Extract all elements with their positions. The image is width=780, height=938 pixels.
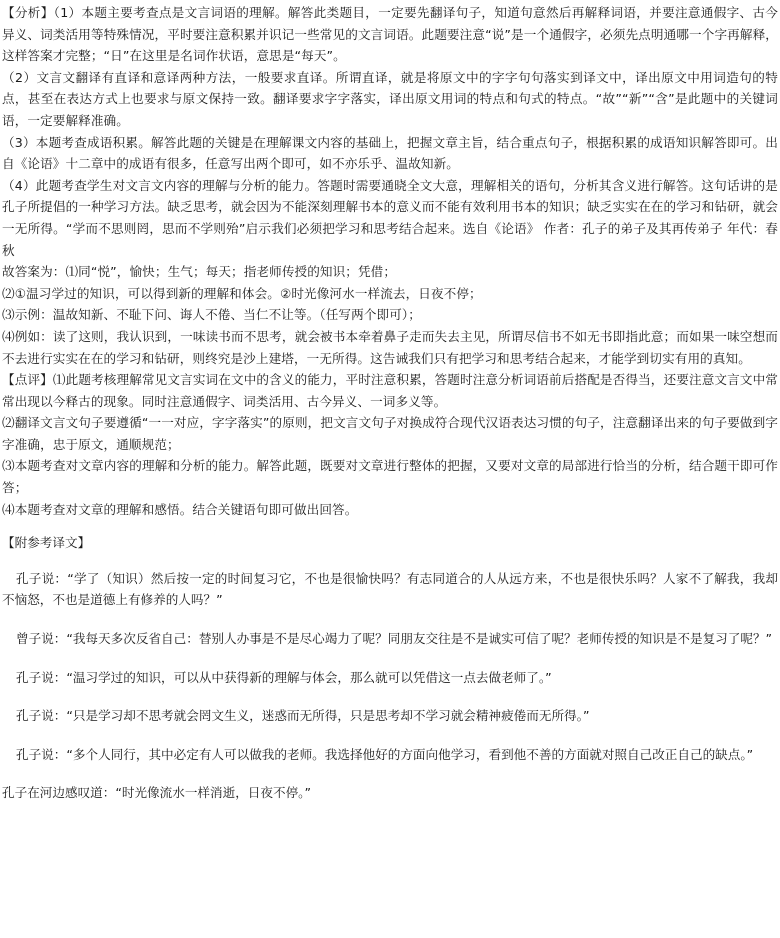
comment-2: ⑵翻译文言文句子要遵循“一一对应，字字落实”的原则，把文言文句子对换成符合现代汉语表达习惯的句子，注意翻译出来的句子要做到字字准确，忠于原文，通顺规范； [2,415,778,452]
reference-paragraph-1: 孔子说：“学了（知识）然后按一定的时间复习它，不也是很愉快吗？有志同道合的人从远方来，不也是很快乐吗？人家不了解我，我却不恼怒，不也是道德上有修养的人吗？” [2,570,778,608]
comment-3: ⑶本题考查对文章内容的理解和分析的能力。解答此题，既要对文章进行整体的把握，又要对文章的局部进行恰当的分析，结合题干即可作答； [2,458,778,496]
reference-paragraph-4: 孔子说：“只是学习却不思考就会罔文生义，迷惑而无所得，只是思考却不学习就会精神疲倦而无所得。” [16,708,590,724]
comment-4: ⑷本题考查对文章的理解和感悟。结合关键语句即可做出回答。 [2,501,358,517]
analysis-paragraph-1: 【分析】（1）本题主要考查点是文言词语的理解。解答此类题目，一定要先翻译句子，知道句意然后再解释词语，并要注意通假字、古今异义、词类活用等特殊情况，平时要注意积累并识记一些常见的文言词语。此题要注意“说”是一个通假字，必须先点明通哪一个字再解释，这样答案才完整；“日”在这里是名词作状语，意思是“每天”。 [2,5,778,64]
analysis-paragraph-4: （4）此题考查学生对文言文内容的理解与分析的能力。答题时需要通晓全文大意，理解相关的语句，分析其含义进行解答。这句话讲的是孔子所提倡的一种学习方法。缺乏思考，就会因为不能深刻理解书本的意义而不能有效利用书本的知识；缺乏实实在在的学习和钻研，就会一无所得。“学而不思则罔，思而不学则殆”启示我们必须把学习和思考结合起来。选自《论语》 作者：孔子的弟子及其再传弟子 年代：春秋 [2,177,778,258]
analysis-section [2,2,778,261]
answer-intro: 故答案为：⑴同“悦”，愉快；生气；每天；指老师传授的知识；凭借； [2,264,397,280]
comment-1: 【点评】⑴此题考核理解常见文言实词在文中的含义的能力，平时注意积累，答题时注意分析词语前后搭配是否得当，还要注意文言文中常常出现以今释古的现象。同时注意通假字、词类活用、古今异义、一词多义等。 [2,372,778,409]
answers-section [2,261,778,369]
reference-paragraph-3: 孔子说：“温习学过的知识，可以从中获得新的理解与体会，那么就可以凭借这一点去做老师了。” [16,669,552,685]
reference-heading: 【附参考译文】 [2,535,91,551]
answer-2: ⑵①温习学过的知识，可以得到新的理解和体会。②时光像河水一样流去，日夜不停； [2,285,482,301]
reference-translation-section [2,532,778,804]
answer-4: ⑷例如：读了这则，我认识到，一味读书而不思考，就会被书本牵着鼻子走而失去主见，所谓尽信书不如无书即指此意；而如果一味空想而不去进行实实在在的学习和钻研，则终究是沙上建塔，一无所得。这告诫我们只有把学习和思考结合起来，才能学到切实有用的真知。 [2,328,778,366]
reference-paragraph-2: 曾子说：“我每天多次反省自己：替别人办事是不是尽心竭力了呢？同朋友交往是不是诚实可信了呢？老师传授的知识是不是复习了呢？” [16,631,773,647]
reference-paragraph-5: 孔子说：“多个人同行，其中必定有人可以做我的老师。我选择他好的方面向他学习，看到他不善的方面就对照自己改正自己的缺点。” [16,746,754,762]
answer-3: ⑶示例：温故知新、不耻下问、诲人不倦、当仁不让等。（任写两个即可）； [2,307,421,323]
comment-section [2,369,778,520]
document-content [2,2,778,804]
analysis-paragraph-3: （3）本题考查成语积累。解答此题的关键是在理解课文内容的基础上，把握文章主旨，结合重点句子，根据积累的成语知识解答即可。出自《论语》十二章中的成语有很多，任意写出两个即可，如不亦乐乎、温故知新。 [2,134,778,172]
analysis-paragraph-2: （2）文言文翻译有直译和意译两种方法，一般要求直译。所谓直译，就是将原文中的字字句句落实到译文中，译出原文中用词造句的特点，甚至在表达方式上也要求与原文保持一致。翻译要求字字落实，译出原文用词的特点和句式的特点。“故”“新”“含”是此题中的关键词语，一定要解释准确。 [2,69,778,128]
reference-paragraph-6: 孔子在河边感叹道：“时光像流水一样消逝，日夜不停。” [2,785,311,801]
